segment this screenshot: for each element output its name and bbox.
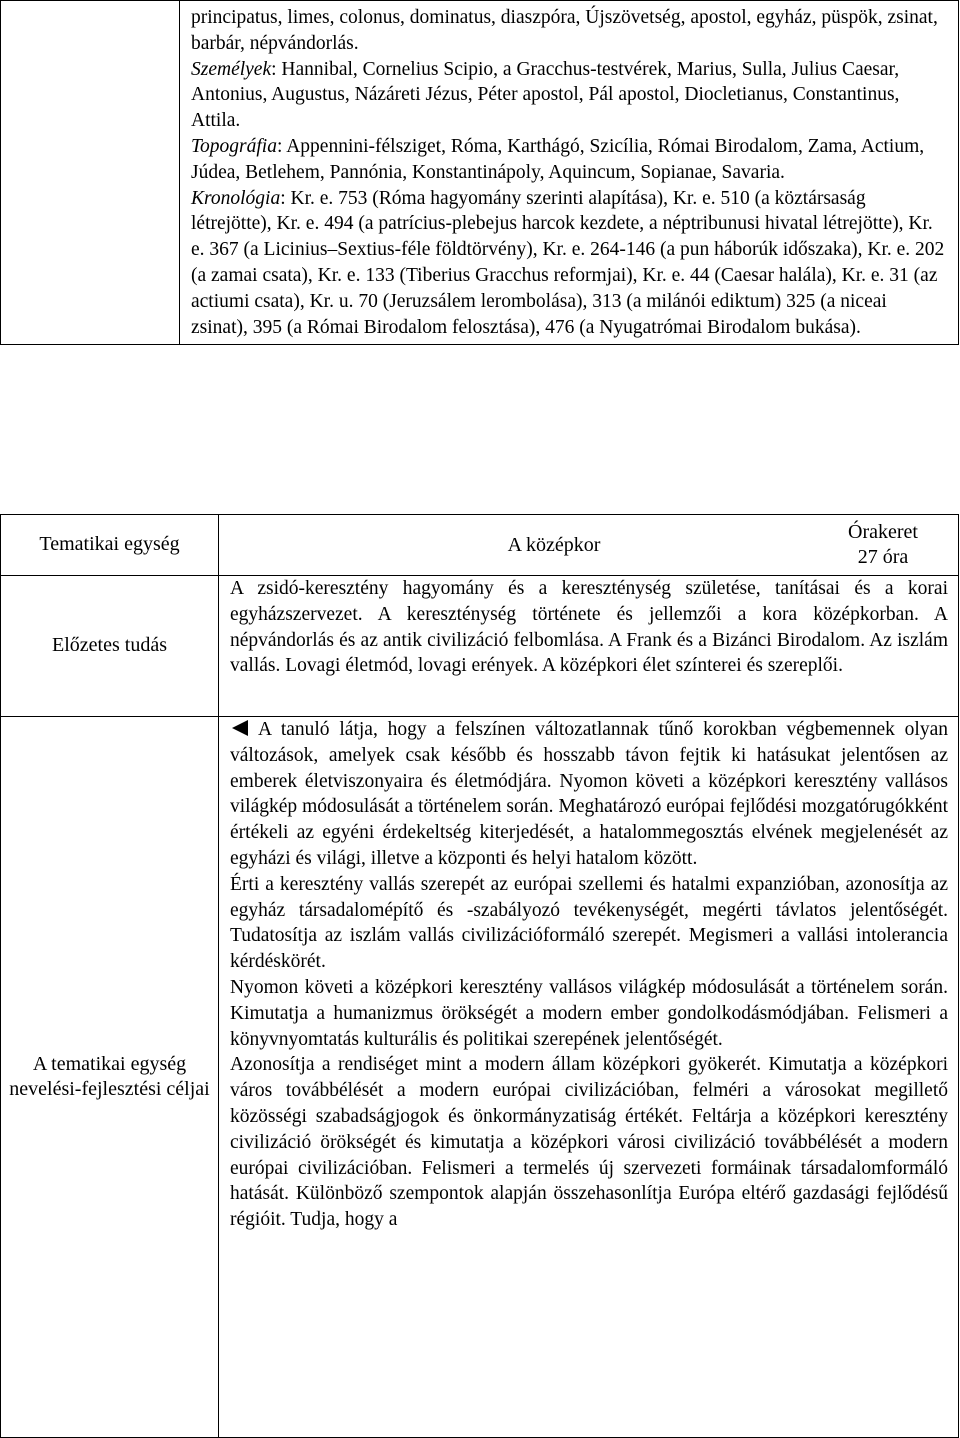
prior-knowledge-label: Előzetes tudás xyxy=(52,634,167,657)
unit-header-label-cell xyxy=(1,515,219,576)
chronology-block xyxy=(191,186,948,341)
top-table-left-cell xyxy=(1,1,180,345)
topography-block xyxy=(191,134,948,186)
persons-block xyxy=(191,57,948,134)
hours-value: 27 óra xyxy=(857,546,909,568)
chronology-label: Kronológia xyxy=(191,187,281,209)
unit-table xyxy=(0,514,959,1438)
left-triangle-icon xyxy=(232,720,248,736)
persons-text: : Hannibal, Cornelius Scipio, a Gracchus-testvérek, Marius, Sulla, Julius Caesar, Antonius, Augustus, Názáreti Jézus, Péter apostol, Pál apostol, Diocletianus, Constantinus, Attila. xyxy=(191,58,900,132)
goals-paragraph: Azonosítja a rendiséget mint a modern állam középkori gyökerét. Kimutatja a középkori város továbbélését a modern európai civilizációban, felméri a városokat megillető közösségi szabadságjogok és önkormányzatiság értékét. Feltárja a középkori keresztény civilizáció örökségét és kimutatja a középkori városi civilizáció továbbélését a modern európai civilizációban. Felismeri a termelés új szervezeti formáinak társadalomformáló hatását. Különböző szempontok alapján összehasonlítja Európa eltérő gazdasági fejlődésű régióit. Tudja, hogy a xyxy=(230,1054,948,1231)
top-table xyxy=(0,0,959,345)
topography-text: : Appennini-félsziget, Róma, Karthágó, Szicília, Római Birodalom, Zama, Actium, Júdea, Betlehem, Pannónia, Konstantinápoly, Aquincum, Sopianae, Savaria. xyxy=(191,135,925,183)
concepts-text: principatus, limes, colonus, dominatus, diaszpóra, Újszövetség, apostol, egyház, püspök, zsinat, barbár, népvándorlás. xyxy=(191,7,938,54)
persons-label: Személyek xyxy=(191,58,272,80)
goals-paragraph: Nyomon követi a középkori keresztény vallásos világkép módosulását a történelem során. Kimutatja a humanizmus örökségét a modern ember gondolkodásmódjában. Felismeri a könyvnyomtatás kulturális és politikai szerepének jelentőségét. xyxy=(230,976,948,1050)
topography-label: Topográfia xyxy=(191,135,277,157)
prior-knowledge-cell xyxy=(219,576,959,717)
unit-header-cell xyxy=(219,515,959,576)
goals-label-cell xyxy=(1,717,219,1438)
unit-title: A középkor xyxy=(507,533,601,556)
prior-knowledge-label-cell xyxy=(1,576,219,717)
goals-cell xyxy=(219,717,959,1438)
chronology-text: : Kr. e. 753 (Róma hagyomány szerinti alapítása), Kr. e. 510 (a köztársaság létrejötte), Kr. e. 494 (a patrícius-plebejus harcok kezdete, a néptribunusi hivatal létrejötte), Kr. e. 367 (a Licinius–Sextius-féle földtörvény), Kr. e. 264-146 (a pun háborúk időszaka), Kr. e. 202 (a zamai csata), Kr. e. 133 (Tiberius Gracchus reformjai), Kr. e. 44 (Caesar halála), Kr. e. 31 (az actiumi csata), Kr. u. 70 (Jeruzsálem lerombolása), 313 (a milánói ediktum) 325 (a niceai zsinat), 395 (a Római Birodalom felosztása), 476 (a Nyugatrómai Birodalom bukása). xyxy=(191,187,945,338)
goals-label: A tematikai egység nevelési-fejlesztési céljai xyxy=(9,1052,210,1100)
goals-paragraph: Érti a keresztény vallás szerepét az európai szellemi és hatalmi expanzióban, azonosítja az egyház társadalomépítő és -szabályozó tevékenységét, megérti távlatos jelentőségét. Tudatosítja az iszlám vallás civilizációformáló szerepét. Megismeri a vallási intolerancia kérdéskörét. xyxy=(230,873,948,973)
unit-header-label: Tematikai egység xyxy=(39,533,180,556)
top-table-content-cell xyxy=(180,1,959,345)
goals-paragraph: A tanuló látja, hogy a felszínen változatlannak tűnő korokban végbemennek olyan változások, amelyek csak később és hosszabb távon fejtik ki hatásukat jelentősen az emberek életviszonyaira és életmódjára. Nyomon követi a középkori keresztény vallásos világkép módosulását a történelem során. Meghatározó európai fejlődési mozgatórugókként értékeli az egyéni érdekeltség kiterjedését, a hatalommegosztás elvének megjelenését az egyházi és világi, illetve a központi és helyi hatalom között. xyxy=(230,719,948,869)
prior-knowledge-text: A zsidó-keresztény hagyomány és a kereszténység születése, tanításai és a korai egyházszervezet. A kereszténység története és jellemzői a kora középkorban. A népvándorlás és az antik civilizáció felbomlása. A Frank és a Bizánci Birodalom. Az iszlám vallás. Lovagi életmód, lovagi erények. A középkori élet színterei és szereplői. xyxy=(230,578,948,677)
hours-label: Órakeret xyxy=(848,521,918,543)
hours-box xyxy=(818,520,948,570)
